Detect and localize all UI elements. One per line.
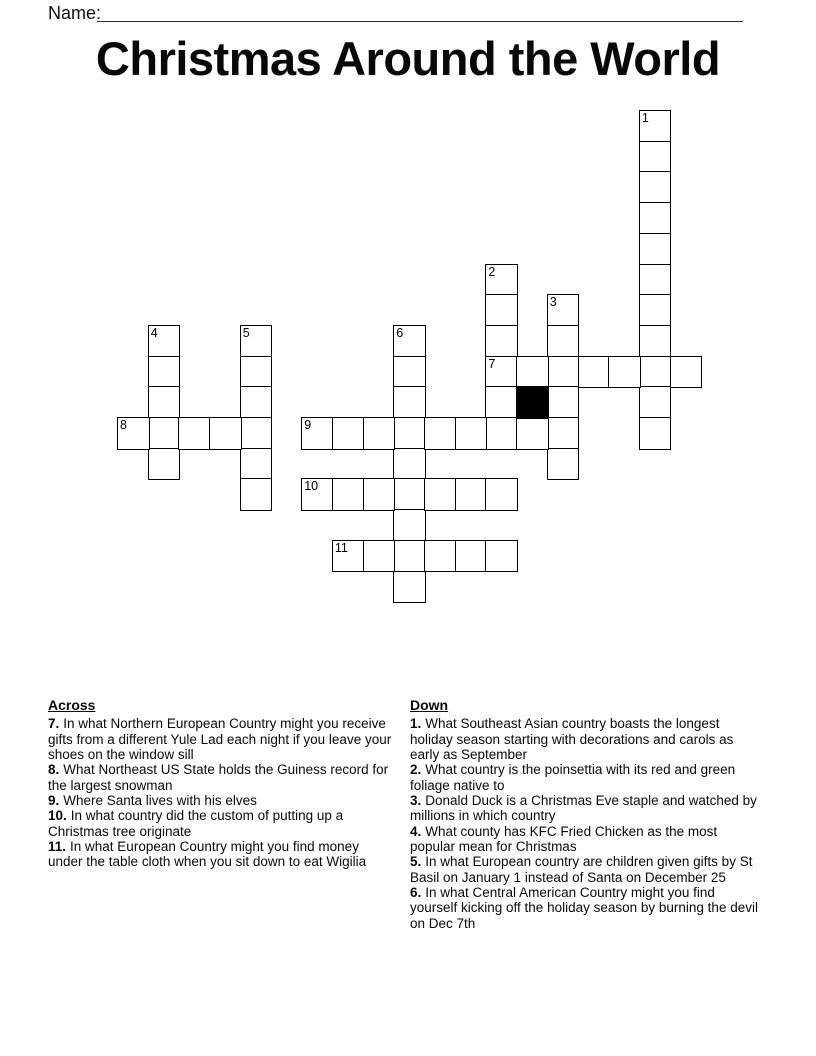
grid-cell[interactable] xyxy=(148,386,181,419)
grid-cell[interactable] xyxy=(393,356,426,389)
cell-number: 10 xyxy=(304,479,319,494)
across-heading: Across xyxy=(48,697,96,713)
grid-cell[interactable] xyxy=(393,417,426,450)
grid-cell[interactable] xyxy=(424,540,457,573)
clue-text: What Northeast US State holds the Guiness record for the largest snowman xyxy=(48,762,389,793)
grid-cell[interactable] xyxy=(393,325,426,358)
clue-text: In what Central American Country might you find yourself kicking off the holiday season by burning the devil on Dec 7th xyxy=(410,885,758,931)
cell-number: 3 xyxy=(549,295,557,310)
grid-cell[interactable] xyxy=(639,325,672,358)
across-clues-section xyxy=(48,698,396,870)
grid-cell[interactable] xyxy=(332,540,365,573)
clue-number: 7. xyxy=(48,716,60,732)
grid-cell[interactable] xyxy=(639,356,672,389)
grid-cell[interactable] xyxy=(485,325,518,358)
grid-cell[interactable] xyxy=(485,294,518,327)
clue-down-5 xyxy=(410,854,758,885)
grid-cell[interactable] xyxy=(240,478,273,511)
grid-cell[interactable] xyxy=(301,478,334,511)
grid-cell[interactable] xyxy=(301,417,334,450)
cell-number: 11 xyxy=(334,540,348,555)
grid-cell[interactable] xyxy=(547,325,580,358)
clue-number: 9. xyxy=(48,793,60,809)
clue-text: Where Santa lives with his elves xyxy=(63,793,257,809)
grid-cell[interactable] xyxy=(424,478,457,511)
clue-text: What country is the poinsettia with its red and green foliage native to xyxy=(410,762,736,793)
clue-number: 10. xyxy=(48,808,67,824)
grid-cell[interactable] xyxy=(393,448,426,481)
grid-cell[interactable] xyxy=(639,110,672,143)
grid-cell[interactable] xyxy=(639,386,672,419)
clue-down-1 xyxy=(410,716,758,762)
grid-cell[interactable] xyxy=(516,356,549,389)
grid-cell[interactable] xyxy=(455,540,488,573)
grid-cell[interactable] xyxy=(547,294,580,327)
clue-number: 1. xyxy=(410,716,422,732)
grid-cell[interactable] xyxy=(485,386,518,419)
grid-cell[interactable] xyxy=(485,356,518,389)
grid-cell[interactable] xyxy=(639,294,672,327)
clue-number: 8. xyxy=(48,762,60,778)
clue-across-8 xyxy=(48,762,396,793)
name-fill-line[interactable] xyxy=(97,6,743,22)
clue-number: 3. xyxy=(410,793,422,809)
grid-cell[interactable] xyxy=(363,417,396,450)
clue-text: In what European country are children given gifts by St Basil on January 1 instead of Santa on December 25 xyxy=(410,854,753,885)
grid-cell[interactable] xyxy=(608,356,641,389)
grid-cell[interactable] xyxy=(148,448,181,481)
grid-cell[interactable] xyxy=(547,417,580,450)
clue-number: 4. xyxy=(410,823,422,839)
grid-cell[interactable] xyxy=(148,417,181,450)
cell-number: 1 xyxy=(641,111,649,125)
grid-cell[interactable] xyxy=(363,540,396,573)
grid-cell[interactable] xyxy=(393,540,426,573)
grid-cell[interactable] xyxy=(363,478,396,511)
clue-number: 5. xyxy=(410,854,422,870)
clue-number: 11. xyxy=(48,839,67,855)
grid-cell[interactable] xyxy=(639,171,672,204)
grid-cell[interactable] xyxy=(578,356,611,389)
down-clues-section xyxy=(410,698,758,931)
grid-cell[interactable] xyxy=(209,417,242,450)
grid-cell[interactable] xyxy=(240,448,273,481)
grid-cell[interactable] xyxy=(393,478,426,511)
grid-cell[interactable] xyxy=(393,509,426,542)
clue-number: 2. xyxy=(410,762,422,778)
grid-cell[interactable] xyxy=(455,417,488,450)
grid-cell[interactable] xyxy=(332,478,365,511)
grid-cell[interactable] xyxy=(455,478,488,511)
cell-number: 2 xyxy=(488,264,496,279)
grid-cell[interactable] xyxy=(670,356,703,389)
clue-text: What Southeast Asian country boasts the longest holiday season starting with decorations and carols as early as September xyxy=(410,716,734,763)
grid-cell[interactable] xyxy=(516,417,549,450)
grid-cell[interactable] xyxy=(424,417,457,450)
clue-text: In what European Country might you find money under the table cloth when you sit down to eat Wigilia xyxy=(48,839,367,870)
cell-number: 9 xyxy=(304,418,312,432)
grid-cell[interactable] xyxy=(547,448,580,481)
cell-number: 6 xyxy=(396,325,404,340)
clue-text: What county has KFC Fried Chicken as the most popular mean for Christmas xyxy=(410,823,718,855)
clue-text: In what country did the custom of putting up a Christmas tree originate xyxy=(48,808,344,839)
grid-cell[interactable] xyxy=(178,417,211,450)
down-heading: Down xyxy=(410,697,449,713)
grid-cell[interactable] xyxy=(240,325,273,358)
cell-number: 8 xyxy=(120,418,127,432)
grid-cell[interactable] xyxy=(639,202,672,235)
clue-text: Donald Duck is a Christmas Eve staple and watched by millions in which country xyxy=(410,793,757,824)
name-label: Name: xyxy=(48,3,102,23)
grid-cell[interactable] xyxy=(148,356,181,389)
clue-down-2 xyxy=(410,762,758,793)
clue-down-6 xyxy=(410,885,758,931)
grid-cell[interactable] xyxy=(393,386,426,419)
grid-cell[interactable] xyxy=(639,141,672,174)
grid-cell[interactable] xyxy=(485,478,518,511)
grid-cell[interactable] xyxy=(240,356,273,389)
grid-cell[interactable] xyxy=(117,417,150,450)
clue-number: 6. xyxy=(410,885,422,901)
grid-cell[interactable] xyxy=(547,386,580,419)
page-title: Christmas Around the World xyxy=(95,32,721,85)
cell-number: 4 xyxy=(150,325,158,340)
clue-across-11 xyxy=(48,839,396,870)
grid-cell[interactable] xyxy=(485,540,518,573)
grid-cell[interactable] xyxy=(639,417,672,450)
grid-cell[interactable] xyxy=(240,386,273,419)
grid-cell[interactable] xyxy=(332,417,365,450)
blocked-cell xyxy=(516,386,549,419)
clue-across-9 xyxy=(48,793,396,808)
grid-cell[interactable] xyxy=(240,417,273,450)
cell-number: 7 xyxy=(488,356,496,371)
grid-cell[interactable] xyxy=(485,417,518,450)
clue-across-7 xyxy=(48,716,396,762)
grid-cell[interactable] xyxy=(639,233,672,266)
grid-cell[interactable] xyxy=(393,571,426,604)
clue-down-3 xyxy=(410,793,758,824)
clue-text: In what Northern European Country might you receive gifts from a different Yule Lad each night if you leave your shoes on the window sill xyxy=(48,716,392,763)
clue-down-4 xyxy=(410,824,758,855)
grid-cell[interactable] xyxy=(485,264,518,297)
grid-cell[interactable] xyxy=(148,325,181,358)
clue-across-10 xyxy=(48,808,396,839)
grid-cell[interactable] xyxy=(547,356,580,389)
grid-cell[interactable] xyxy=(639,264,672,297)
cell-number: 5 xyxy=(242,325,250,340)
